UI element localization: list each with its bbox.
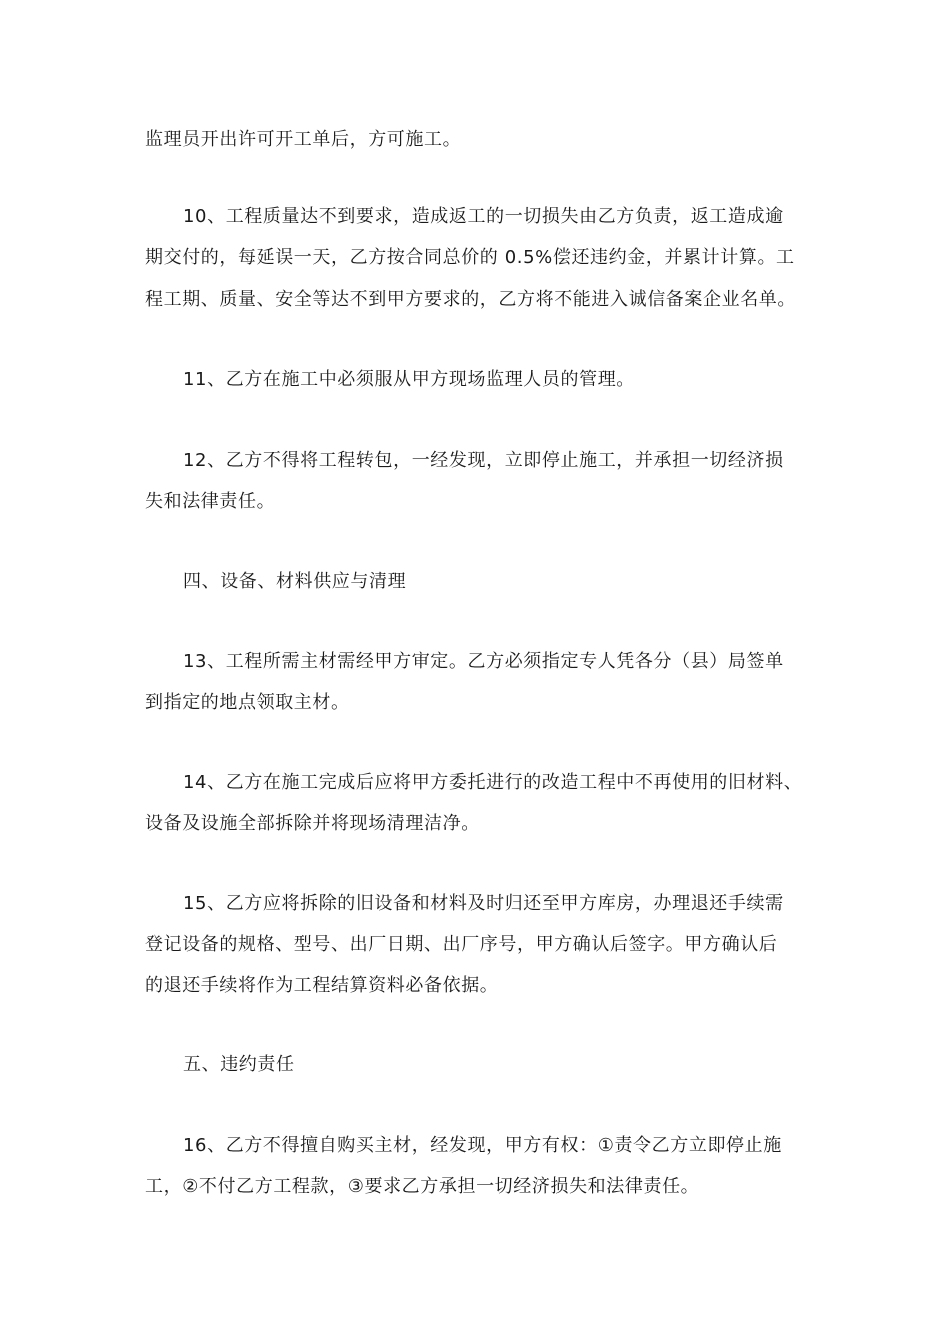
section-heading: 五、违约责任 — [183, 1054, 295, 1075]
paragraph-line: 15、乙方应将拆除的旧设备和材料及时归还至甲方库房，办理退还手续需 — [183, 893, 784, 914]
paragraph-line: 期交付的，每延误一天，乙方按合同总价的 0.5%偿还违约金，并累计计算。工 — [145, 247, 795, 268]
paragraph-line: 11、乙方在施工中必须服从甲方现场监理人员的管理。 — [183, 369, 635, 390]
paragraph-line: 失和法律责任。 — [145, 491, 276, 512]
paragraph-line: 监理员开出许可开工单后，方可施工。 — [145, 129, 462, 150]
paragraph-line: 登记设备的规格、型号、出厂日期、出厂序号，甲方确认后签字。甲方确认后 — [145, 934, 778, 955]
paragraph-line: 13、工程所需主材需经甲方审定。乙方必须指定专人凭各分（县）局签单 — [183, 651, 784, 672]
paragraph-line: 14、乙方在施工完成后应将甲方委托进行的改造工程中不再使用的旧材料、 — [183, 772, 803, 793]
paragraph-line: 10、工程质量达不到要求，造成返工的一切损失由乙方负责，返工造成逾 — [183, 206, 784, 227]
paragraph-line: 工，②不付乙方工程款，③要求乙方承担一切经济损失和法律责任。 — [145, 1176, 700, 1197]
paragraph-line: 程工期、质量、安全等达不到甲方要求的，乙方将不能进入诚信备案企业名单。 — [145, 289, 796, 310]
section-heading: 四、设备、材料供应与清理 — [183, 571, 407, 592]
paragraph-line: 到指定的地点领取主材。 — [145, 692, 350, 713]
paragraph-line: 12、乙方不得将工程转包，一经发现，立即停止施工，并承担一切经济损 — [183, 450, 784, 471]
paragraph-line: 设备及设施全部拆除并将现场清理洁净。 — [145, 813, 480, 834]
paragraph-line: 的退还手续将作为工程结算资料必备依据。 — [145, 975, 499, 996]
paragraph-line: 16、乙方不得擅自购买主材，经发现，甲方有权：①责令乙方立即停止施 — [183, 1135, 782, 1156]
